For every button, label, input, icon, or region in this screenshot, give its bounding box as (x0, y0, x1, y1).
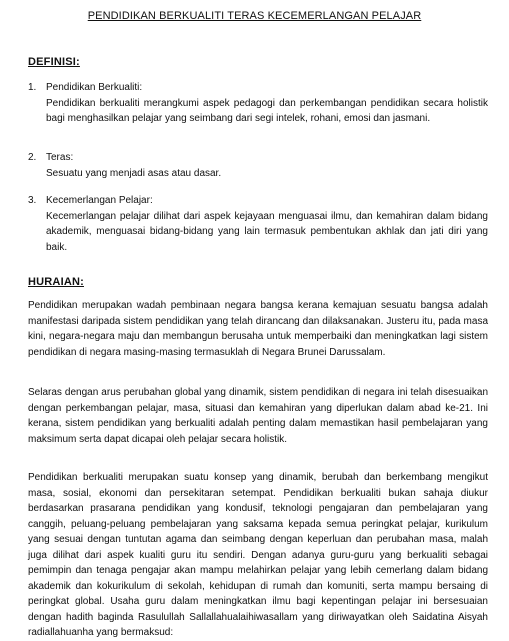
huraian-heading: HURAIAN: (28, 276, 84, 288)
body-paragraph: Pendidikan berkualiti merupakan suatu konsep yang dinamik, berubah dan berkembang mengikut masa, sosial, ekonomi dan persekitaran setempat. Pendidikan berkualiti bukan sahaja diukur berdasarkan prasarana pendidikan yang kondusif, teknologi pengajaran dan pembelajaran yang canggih, peluang-peluang pembelajaran yang saksama kepada semua peringkat pelajar, kurikulum yang sesuai dengan tuntutan agama dan seimbang dengan keperluan dan perubahan masa, malah juga dilihat dari aspek kualiti guru itu sendiri. Dengan adanya guru-guru yang berkualiti sebagai pemimpin dan tenaga pengajar akan mampu melahirkan pelajar yang lebih cemerlang dalam bidang akademik dan kokurikulum di sekolah, kehidupan di rumah dan komuniti, serta mampu bersaing di peringkat global. Usaha guru dalam meningkatkan ilmu bagi kepentingan pelajar ini bersesuaian dengan hadith baginda Rasulullah Sallallahualaihiwasallam yang diriwayatkan oleh Saidatina Aisyah radiallahuanha yang bermaksud: (28, 472, 488, 638)
body-paragraph: Pendidikan merupakan wadah pembinaan negara bangsa kerana kemajuan sesuatu bangsa adalah manifestasi daripada sistem pendidikan yang telah dirancang dan dilaksanakan. Justeru itu, pada masa kini, negara-negara maju dan membangun berusaha untuk memperbaiki dan meningkatkan lagi sistem pendidikan di negara masing-masing termasuklah di Negara Brunei Darussalam. (28, 300, 488, 358)
definition-item (28, 150, 488, 181)
definition-text: Pendidikan berkualiti merangkumi aspek pedagogi dan perkembangan pendidikan secara holistik bagi menghasilkan pelajar yang seimbang dari segi intelek, rohani, emosi dan jasmani. (46, 97, 488, 124)
definition-item (28, 193, 488, 255)
definition-term: Kecemerlangan Pelajar: (46, 195, 153, 206)
body-paragraph: Selaras dengan arus perubahan global yang dinamik, sistem pendidikan di negara ini telah disesuaikan dengan perkembangan pelajar, masa, situasi dan kemahiran yang diperlukan dalam abad ke-21. Ini kerana, sistem pendidikan yang berkualiti adalah penting dalam memastikan hasil pembelajaran yang maksimum serta dapat dicapai oleh pelajar secara holistik. (28, 387, 488, 445)
definition-number: 1. (28, 82, 37, 93)
definition-term: Pendidikan Berkualiti: (46, 82, 143, 93)
definisi-heading: DEFINISI: (28, 56, 80, 68)
document-title: PENDIDIKAN BERKUALITI TERAS KECEMERLANGAN PELAJAR (87, 10, 422, 22)
definition-number: 3. (28, 195, 37, 206)
definition-text: Sesuatu yang menjadi asas atau dasar. (46, 167, 222, 179)
definition-item (28, 80, 488, 127)
definition-number: 2. (28, 152, 37, 163)
definition-term: Teras: (46, 152, 74, 163)
definition-text: Kecemerlangan pelajar dilihat dari aspek kejayaan menguasai ilmu, dan kemahiran dalam bidang akademik, menguasai bidang-bidang yang lain termasuk pembentukan akhlak dan jati diri yang baik. (46, 210, 488, 253)
